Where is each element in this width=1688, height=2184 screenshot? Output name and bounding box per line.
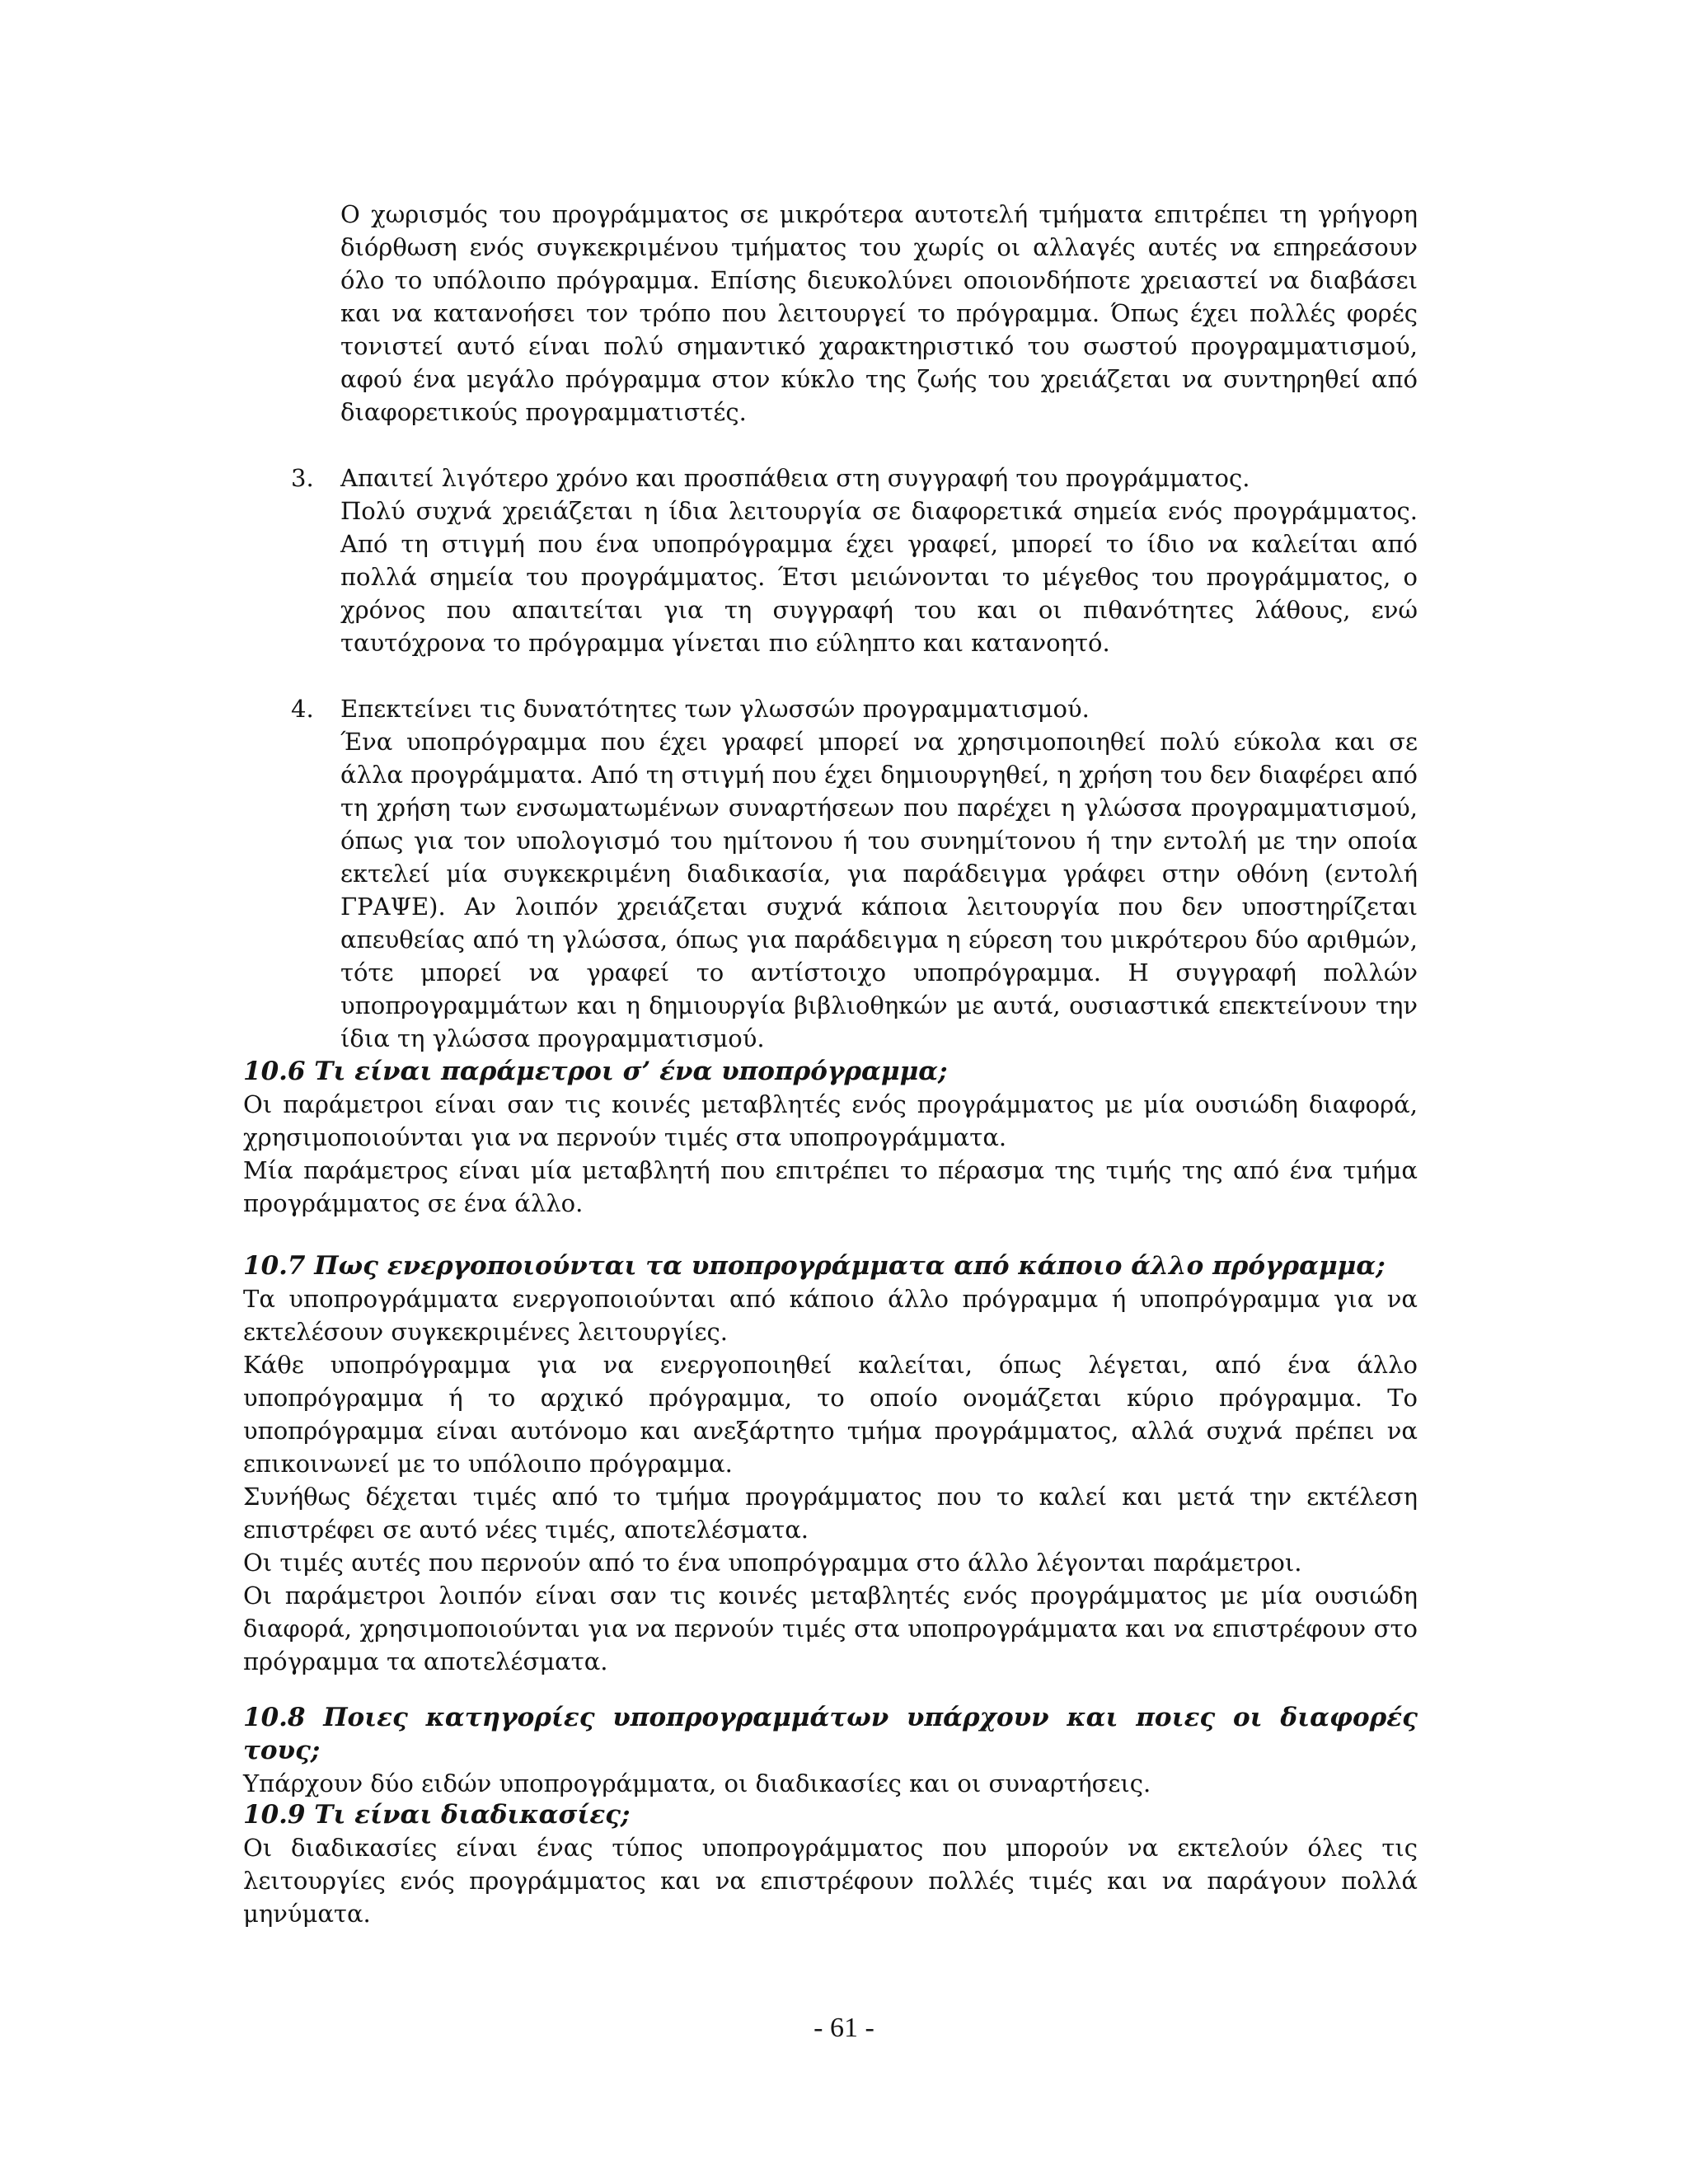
list-item-body: Ένα υποπρόγραμμα που έχει γραφεί μπορεί να χρησιμοποιηθεί πολύ εύκολα και σε άλλα προγράμματα. Από τη στιγμή που έχει δημιουργηθεί, η χρήση του δεν διαφέρει από τη χρήση των ενσωματωμένων συναρτήσεων που παρέχει η γλώσσα προγραμματισμού, όπως για τον υπολογισμό του ημίτονου ή του συνημίτονου ή την εντολή με την οποία εκτελεί μία συγκεκριμένη διαδικασία, για παράδειγμα γράφει στην οθόνη (εντολή ΓΡΑΨΕ). Αν λοιπόν χρειάζεται συχνά κάποια λειτουργία που δεν υποστηρίζεται απευθείας από τη γλώσσα, όπως για παράδειγμα η εύρεση του μικρότερου δύο αριθμών, τότε μπορεί να γραφεί το αντίστοιχο υποπρόγραμμα. Η συγγραφή πολλών υποπρογραμμάτων και η δημιουργία βιβλιοθηκών με αυτά, ουσιαστικά επεκτείνουν την ίδια τη γλώσσα προγραμματισμού. (340, 728, 1418, 1052)
section-heading: 10.7 Πως ενεργοποιούνται τα υποπρογράμματα από κάποιο άλλο πρόγραμμα; (243, 1251, 1386, 1281)
section-paragraph: Οι παράμετροι είναι σαν τις κοινές μεταβλητές ενός προγράμματος με μία ουσιώδη διαφορά, χρησιμοποιούνται για να περνούν τιμές στα υποπρογράμματα. (243, 1090, 1418, 1151)
section-paragraph: Μία παράμετρος είναι μία μεταβλητή που επιτρέπει το πέρασμα της τιμής της από ένα τμήμα προγράμματος σε ένα άλλο. (243, 1156, 1418, 1217)
section-10-7 (243, 1249, 1418, 1678)
page-number: - 61 - (814, 2013, 874, 2043)
section-paragraph: Οι παράμετροι λοιπόν είναι σαν τις κοινές μεταβλητές ενός προγράμματος με μία ουσιώδη διαφορά, χρησιμοποιούνται για να περνούν τιμές στα υποπρογράμματα και να επιστρέφουν στο πρόγραμμα τα αποτελέσματα. (243, 1582, 1418, 1675)
section-paragraph: Συνήθως δέχεται τιμές από το τμήμα προγράμματος που το καλεί και μετά την εκτέλεση επιστρέφει σε αυτό νέες τιμές, αποτελέσματα. (243, 1483, 1418, 1544)
upper-text-block (243, 198, 1418, 1055)
section-10-9 (243, 1798, 1418, 1930)
intro-paragraph: Ο χωρισμός του προγράμματος σε μικρότερα αυτοτελή τμήματα επιτρέπει τη γρήγορη διόρθωση ενός συγκεκριμένου τμήματος του χωρίς οι αλλαγές αυτές να επηρεάσουν όλο το υπόλοιπο πρόγραμμα. Επίσης διευκολύνει οποιονδήποτε χρειαστεί να διαβάσει και να κατανοήσει τον τρόπο που λειτουργεί το πρόγραμμα. Όπως έχει πολλές φορές τονιστεί αυτό είναι πολύ σημαντικό χαρακτηριστικό του σωστού προγραμματισμού, αφού ένα μεγάλο πρόγραμμα στον κύκλο της ζωής του χρειάζεται να συντηρηθεί από διαφορετικούς προγραμματιστές. (340, 200, 1418, 426)
list-item-title (291, 692, 1418, 725)
section-paragraph: Οι διαδικασίες είναι ένας τύπος υποπρογράμματος που μπορούν να εκτελούν όλες τις λειτουργίες ενός προγράμματος και να επιστρέφουν πολλές τιμές και να παράγουν πολλά μηνύματα. (243, 1834, 1418, 1928)
section-paragraph: Τα υποπρογράμματα ενεργοποιούνται από κάποιο άλλο πρόγραμμα ή υποπρόγραμμα για να εκτελέσουν συγκεκριμένες λειτουργίες. (243, 1285, 1418, 1346)
section-heading: 10.6 Τι είναι παράμετροι σ’ ένα υποπρόγραμμα; (243, 1057, 948, 1086)
list-item-title (291, 462, 1418, 494)
section-10-6 (243, 1055, 1418, 1220)
section-paragraph: Υπάρχουν δύο ειδών υποπρογράμματα, οι διαδικασίες και οι συναρτήσεις. (243, 1769, 1151, 1797)
section-heading: 10.9 Τι είναι διαδικασίες; (243, 1800, 631, 1830)
section-paragraph: Κάθε υποπρόγραμμα για να ενεργοποιηθεί καλείται, όπως λέγεται, από ένα άλλο υποπρόγραμμα ή το αρχικό πρόγραμμα, το οποίο ονομάζεται κύριο πρόγραμμα. Το υποπρόγραμμα είναι αυτόνομο και ανεξάρτητο τμήμα προγράμματος, αλλά συχνά πρέπει να επικοινωνεί με το υπόλοιπο πρόγραμμα. (243, 1351, 1418, 1478)
list-item-title-text: Επεκτείνει τις δυνατότητες των γλωσσών προγραμματισμού. (340, 695, 1090, 723)
section-heading: 10.8 Ποιες κατηγορίες υποπρογραμμάτων υπάρχουν και ποιες οι διαφορές τους; (243, 1703, 1418, 1765)
list-item-number: 4. (291, 695, 314, 723)
list-item-title-text: Απαιτεί λιγότερο χρόνο και προσπάθεια στη συγγραφή του προγράμματος. (340, 464, 1250, 492)
list-item-body: Πολύ συχνά χρειάζεται η ίδια λειτουργία σε διαφορετικά σημεία ενός προγράμματος. Από τη στιγμή που ένα υποπρόγραμμα έχει γραφεί, μπορεί το ίδιο να καλείται από πολλά σημεία του προγράμματος. Έτσι μειώνονται το μέγεθος του προγράμματος, ο χρόνος που απαιτείται για τη συγγραφή του και οι πιθανότητες λάθους, ενώ ταυτόχρονα το πρόγραμμα γίνεται πιο εύληπτο και κατανοητό. (340, 497, 1418, 657)
section-paragraph: Οι τιμές αυτές που περνούν από το ένα υποπρόγραμμα στο άλλο λέγονται παράμετροι. (243, 1549, 1302, 1577)
list-item-number: 3. (291, 464, 314, 492)
section-10-8 (243, 1701, 1418, 1800)
spacer (243, 659, 1418, 692)
spacer (243, 429, 1418, 462)
